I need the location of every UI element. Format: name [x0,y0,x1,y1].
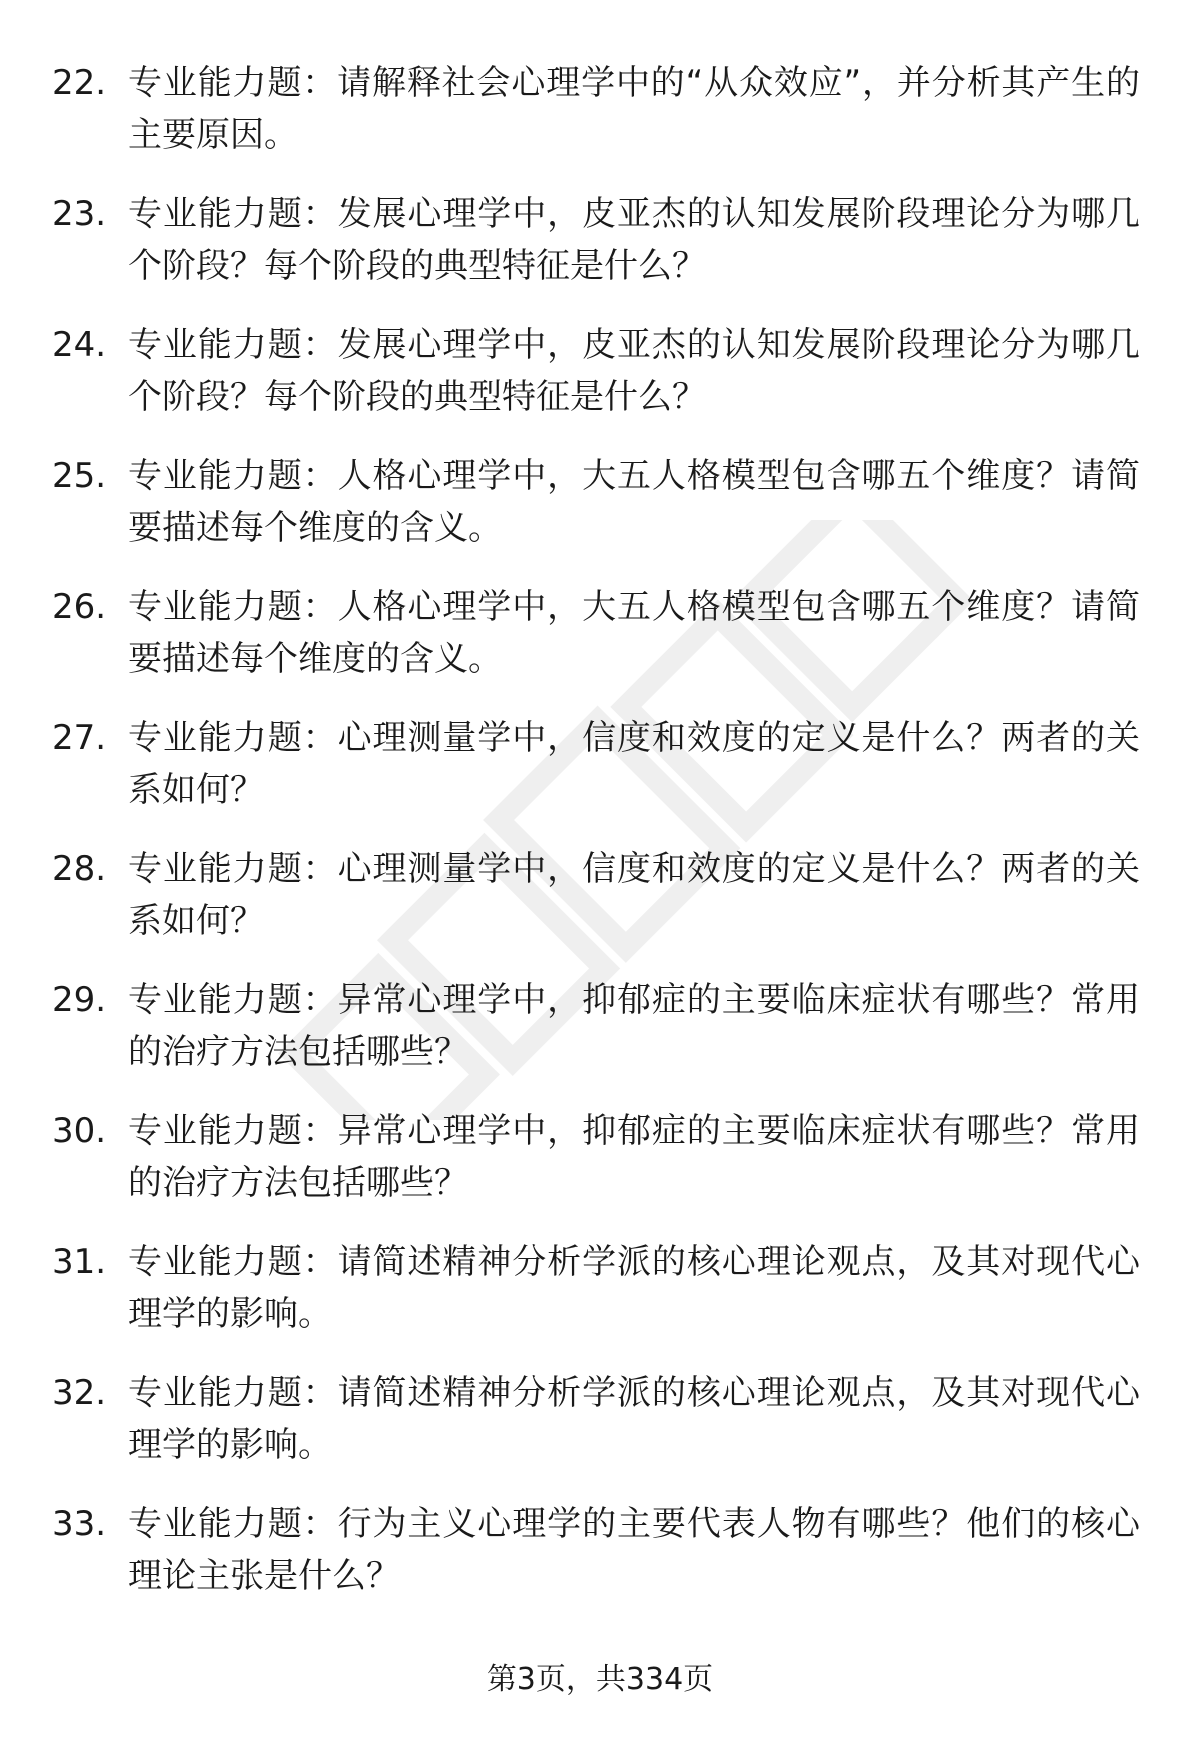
question-number: 25. [52,456,107,496]
question-item [52,188,1152,319]
question-text: 专业能力题：异常心理学中，抑郁症的主要临床症状有哪些？常用的治疗方法包括哪些？ [128,980,1140,1072]
question-item [52,974,1152,1105]
question-item [52,1236,1152,1367]
question-number: 29. [52,980,107,1020]
question-item [52,581,1152,712]
question-text: 专业能力题：行为主义心理学的主要代表人物有哪些？他们的核心理论主张是什么？ [128,1504,1140,1596]
question-text: 专业能力题：请简述精神分析学派的核心理论观点，及其对现代心理学的影响。 [128,1242,1140,1334]
question-text: 专业能力题：人格心理学中，大五人格模型包含哪五个维度？请简要描述每个维度的含义。 [128,456,1140,548]
question-number: 32. [52,1373,107,1413]
page-footer: 第3页，共334页 [486,1662,714,1697]
question-text: 专业能力题：请简述精神分析学派的核心理论观点，及其对现代心理学的影响。 [128,1373,1140,1465]
question-item [52,1498,1152,1629]
question-number: 30. [52,1111,107,1151]
question-number: 31. [52,1242,107,1282]
question-text: 专业能力题：人格心理学中，大五人格模型包含哪五个维度？请简要描述每个维度的含义。 [128,587,1140,679]
question-item [52,1367,1152,1498]
question-item [52,450,1152,581]
question-text: 专业能力题：请解释社会心理学中的“从众效应”，并分析其产生的主要原因。 [128,63,1140,155]
question-text: 专业能力题：发展心理学中，皮亚杰的认知发展阶段理论分为哪几个阶段？每个阶段的典型特征是什么？ [128,325,1140,417]
question-text: 专业能力题：发展心理学中，皮亚杰的认知发展阶段理论分为哪几个阶段？每个阶段的典型特征是什么？ [128,194,1140,286]
question-number: 23. [52,194,107,234]
question-number: 26. [52,587,107,627]
question-text: 专业能力题：心理测量学中，信度和效度的定义是什么？两者的关系如何？ [128,849,1140,941]
question-text: 专业能力题：心理测量学中，信度和效度的定义是什么？两者的关系如何？ [128,718,1140,810]
question-number: 27. [52,718,107,758]
question-item [52,57,1152,188]
question-list [52,57,1152,1629]
question-item [52,1105,1152,1236]
question-number: 33. [52,1504,107,1544]
question-number: 24. [52,325,107,365]
question-number: 22. [52,63,107,103]
question-item [52,843,1152,974]
question-text: 专业能力题：异常心理学中，抑郁症的主要临床症状有哪些？常用的治疗方法包括哪些？ [128,1111,1140,1203]
question-number: 28. [52,849,107,889]
question-item [52,319,1152,450]
question-item [52,712,1152,843]
